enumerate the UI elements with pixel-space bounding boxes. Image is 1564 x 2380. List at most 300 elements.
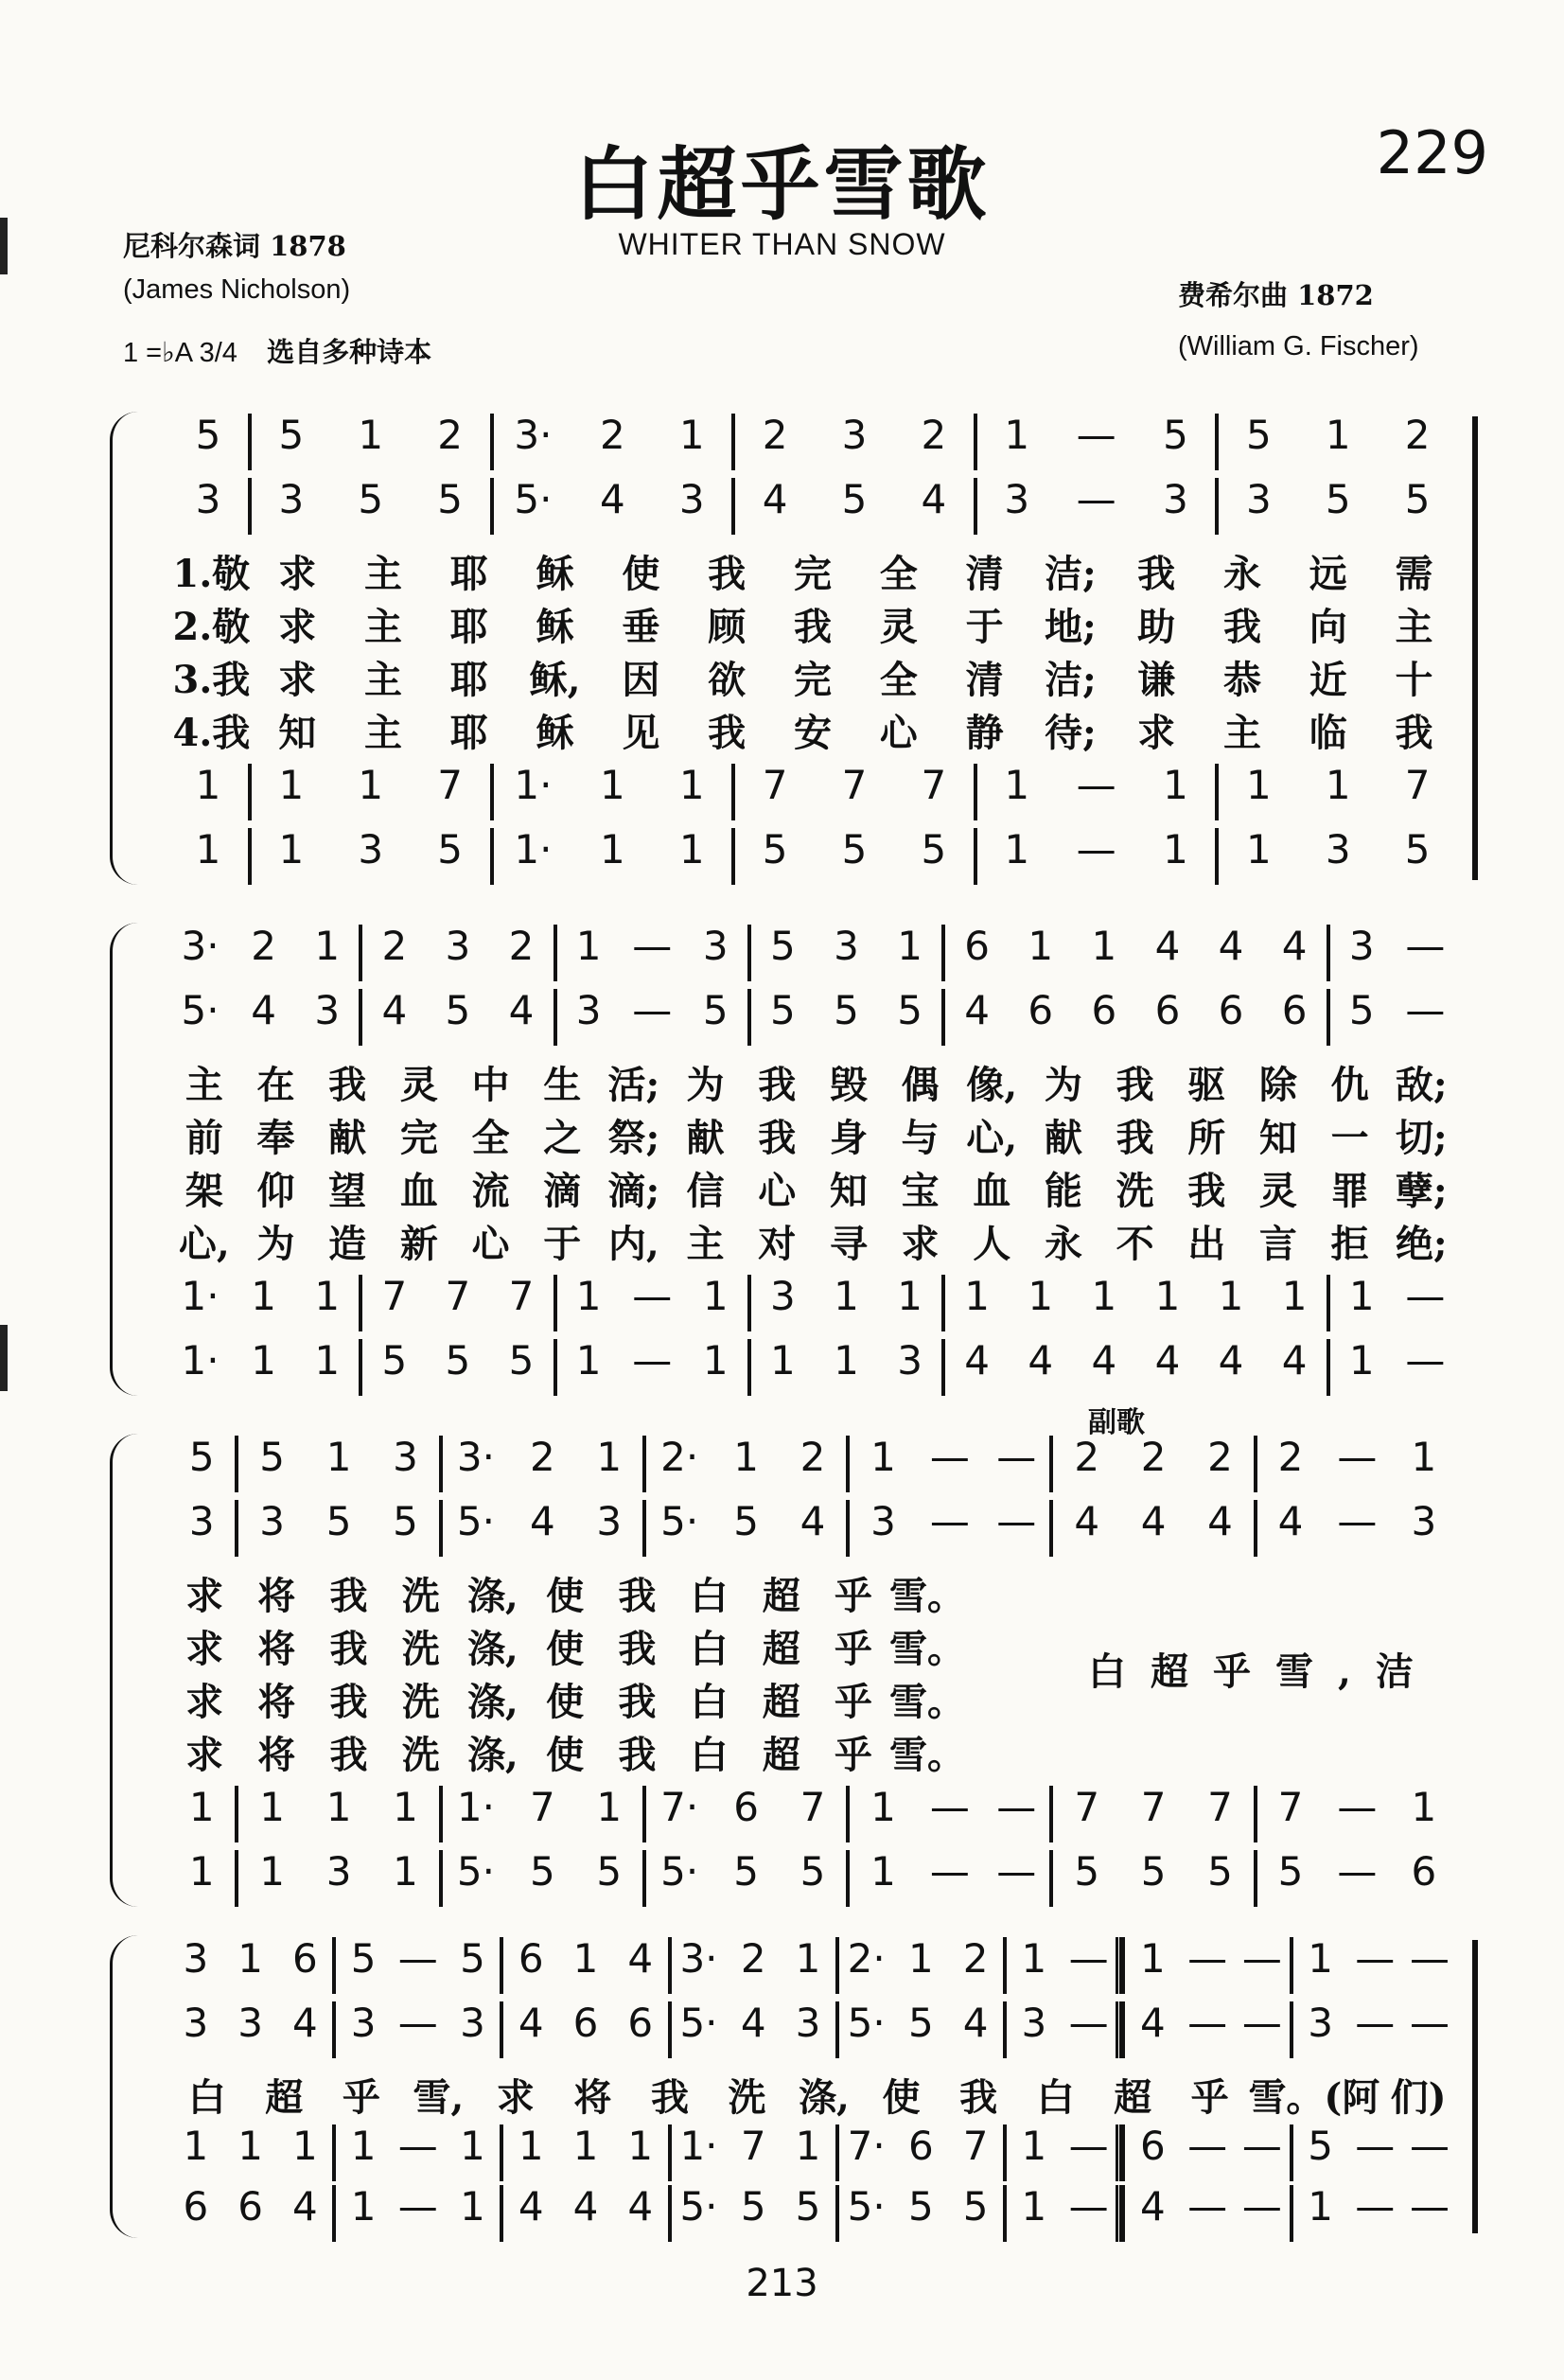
note: 4 [518, 2000, 544, 2046]
note: 3 [1325, 826, 1351, 873]
lyric-char: 我 [1222, 605, 1261, 649]
note: 3 [183, 2000, 209, 2046]
note: 5· [181, 987, 220, 1033]
note: 4 [1281, 1337, 1308, 1384]
note: 6 [291, 1935, 318, 1982]
lyric-char: 于 [543, 1222, 582, 1266]
system-brace [110, 412, 150, 885]
note: 1 [1411, 1434, 1437, 1480]
note: 5 [1207, 1848, 1233, 1895]
lyric-char: 活; [607, 1063, 660, 1107]
bass-line [168, 826, 1457, 887]
note: 1 [183, 2123, 209, 2169]
note: 1 [291, 2123, 318, 2169]
lyric-char: 我 [758, 1116, 797, 1160]
note: — [1187, 2000, 1228, 2046]
lyric-char: 使 [882, 2075, 921, 2120]
lyric-char: 稣 [536, 605, 574, 649]
note: 3 [1308, 2000, 1333, 2046]
bass-line [168, 1848, 1457, 1909]
lyric-char: 超 [762, 1627, 800, 1671]
note: 2 [251, 923, 276, 969]
lyric-char: 于 [965, 605, 1004, 649]
lyric-char: 涤, [466, 1680, 518, 1724]
note: 4 [599, 476, 625, 522]
note: — [1076, 762, 1116, 808]
note: — [1068, 2123, 1109, 2169]
note: 3 [1021, 2000, 1047, 2046]
note: 7 [445, 1273, 471, 1319]
note: — [632, 987, 673, 1033]
note: — [1076, 412, 1116, 458]
lyric-char: 心, [178, 1222, 230, 1266]
lyric-char: 主 [185, 1063, 223, 1107]
note: 5 [962, 2183, 989, 2230]
lyric-char: 与 [901, 1116, 940, 1160]
lyric-char: 因 [622, 658, 660, 702]
lyric-char: 欲 [708, 658, 747, 702]
lyric-char: 驱 [1187, 1063, 1226, 1107]
note: 5 [1308, 2123, 1333, 2169]
lyric-char: 使 [546, 1574, 585, 1618]
lyric-char: 罪 [1330, 1169, 1369, 1213]
note: 1 [964, 1273, 991, 1319]
lyric-char: 我 [328, 1063, 367, 1107]
verse-2-lyrics [168, 1108, 1457, 1161]
lyric-char: 乎 [1190, 2075, 1229, 2120]
lyric-char: 我 [618, 1733, 657, 1777]
note: 5 [259, 1434, 285, 1480]
note: 1 [1411, 1784, 1437, 1830]
lyric-char: 我 [618, 1574, 657, 1618]
note: 3 [1411, 1498, 1437, 1544]
note: 5 [460, 1935, 485, 1982]
verse-2-lyrics [168, 597, 1457, 650]
note: 1 [1028, 1273, 1054, 1319]
verse-3-lyrics [168, 1672, 965, 1725]
note: 4 [1218, 1337, 1244, 1384]
lyric-char: 求 [278, 605, 317, 649]
soprano-line [168, 412, 1457, 472]
music-system-4 [114, 1935, 1495, 2238]
note: 4 [962, 2000, 989, 2046]
note: — [1337, 1498, 1378, 1544]
note: 2 [762, 412, 788, 458]
note: 3 [795, 2000, 821, 2046]
key-signature: 1 =♭A 3/4 [123, 338, 237, 368]
note: 5 [841, 826, 868, 873]
lyric-char: 我 [959, 2075, 998, 2120]
lyric-char: 永 [1222, 552, 1261, 596]
note: 6 [572, 2000, 599, 2046]
note: 2 [800, 1434, 826, 1480]
note: 3 [183, 1935, 209, 1982]
note: 1 [596, 1784, 623, 1830]
hymn-subtitle: WHITER THAN SNOW [618, 227, 946, 261]
note: 1 [572, 1935, 599, 1982]
note: 1 [599, 762, 625, 808]
note: 2· [660, 1434, 699, 1480]
verse-2-lyrics [168, 1619, 965, 1672]
note: — [1241, 2000, 1282, 2046]
lyric-char: 超 [762, 1680, 800, 1724]
note: 1 [1028, 923, 1054, 969]
note: 7 [1404, 762, 1431, 808]
note: 1 [1218, 1273, 1244, 1319]
note: 5 [921, 826, 947, 873]
note: 3· [456, 1434, 495, 1480]
note: 1 [1004, 762, 1030, 808]
note: — [1068, 1935, 1109, 1982]
note: 4 [291, 2183, 318, 2230]
verse-4-lyrics [168, 1725, 965, 1778]
note: 1 [251, 1273, 276, 1319]
note: 1 [702, 1337, 729, 1384]
note: — [632, 923, 673, 969]
lyric-char: 涤, [466, 1627, 518, 1671]
note: 1 [1308, 2183, 1333, 2230]
lyric-char: 主 [363, 658, 402, 702]
note: 1 [1281, 1273, 1308, 1319]
lyric-char: 内, [607, 1222, 659, 1266]
lyric-char: 耶 [449, 605, 488, 649]
note: — [1410, 2183, 1450, 2230]
note: 1 [358, 412, 384, 458]
note: 6 [1028, 987, 1054, 1033]
lyric-char: 仇 [1330, 1063, 1369, 1107]
note: 7· [660, 1784, 699, 1830]
verse-4-lyrics [168, 1214, 1457, 1267]
note: 3 [575, 987, 602, 1033]
lyric-char: 敌; [1395, 1063, 1448, 1107]
note: 7 [1140, 1784, 1167, 1830]
lyric-char: 全 [879, 658, 918, 702]
tenor-line [168, 1784, 1457, 1844]
note: 1 [1245, 826, 1272, 873]
note: — [1405, 1273, 1446, 1319]
lyric-char: 寻 [829, 1222, 868, 1266]
lyric-char: 静 [965, 711, 1004, 755]
lyric-char: 2.敬 [172, 605, 251, 649]
note: 1 [1021, 2183, 1047, 2230]
lyric-char: 清 [965, 658, 1004, 702]
tenor-line [168, 2123, 1457, 2183]
note: 3 [834, 923, 859, 969]
note: 3 [1245, 476, 1272, 522]
note: 3 [195, 476, 221, 522]
lyric-char: 望 [328, 1169, 367, 1213]
note: 3 [358, 826, 384, 873]
lyric-char: 求 [496, 2075, 535, 2120]
note: 3 [897, 1337, 923, 1384]
note: 4 [529, 1498, 555, 1544]
note: 3 [237, 2000, 263, 2046]
lyric-char: 新 [399, 1222, 438, 1266]
note: 1 [1348, 1273, 1375, 1319]
note: 4 [251, 987, 276, 1033]
lyric-char: 心 [471, 1222, 510, 1266]
note: 1 [314, 1337, 341, 1384]
verse-4-lyrics [168, 703, 1457, 756]
lyric-char: 乎 [342, 2075, 380, 2120]
note: 1 [1139, 1935, 1166, 1982]
note: 3 [870, 1498, 896, 1544]
lyric-char: 近 [1309, 658, 1347, 702]
lyric-char: 像, [966, 1063, 1018, 1107]
lyric-char: 我 [618, 1627, 657, 1671]
lyric-char: 涤, [466, 1733, 518, 1777]
note: 3 [350, 2000, 377, 2046]
lyric-char: 流 [471, 1169, 510, 1213]
verse-lyrics [168, 2068, 1457, 2121]
note: 3 [770, 1273, 796, 1319]
lyric-char: 我 [650, 2075, 689, 2120]
note: 4 [1074, 1498, 1100, 1544]
lyric-char: 3.我 [172, 658, 251, 702]
lyric-char: 献 [328, 1116, 367, 1160]
lyric-char: 主 [1395, 605, 1433, 649]
note: 6 [1091, 987, 1117, 1033]
note: 1 [237, 2123, 263, 2169]
note: — [1068, 2183, 1109, 2230]
note: 1 [350, 2183, 377, 2230]
lyric-char: 祭; [607, 1116, 660, 1160]
note: 4 [921, 476, 947, 522]
note: 1 [325, 1784, 352, 1830]
note: 7 [529, 1784, 555, 1830]
lyric-char: 偶 [901, 1063, 940, 1107]
note: 1 [1325, 412, 1351, 458]
lyric-char: 使 [546, 1733, 585, 1777]
lyric-char: 我 [708, 552, 747, 596]
lyric-char: 向 [1309, 605, 1347, 649]
note: 1 [702, 1273, 729, 1319]
note: 1 [575, 1337, 602, 1384]
lyric-char: 雪, [413, 2075, 465, 2120]
lyric-char: 将 [257, 1733, 296, 1777]
note: 1 [908, 1935, 934, 1982]
system-brace [110, 1434, 150, 1907]
note: 2 [508, 923, 535, 969]
lyric-char: 主 [363, 552, 402, 596]
note: 3 [1004, 476, 1030, 522]
verse-1-lyrics [168, 1566, 965, 1619]
note: — [929, 1784, 970, 1830]
lyric-char: 不 [1116, 1222, 1154, 1266]
lyric-char: 拒 [1330, 1222, 1369, 1266]
note: 2 [437, 412, 463, 458]
note: 1 [393, 1848, 418, 1895]
note: 4 [1140, 1498, 1167, 1544]
lyric-char: 架 [185, 1169, 223, 1213]
note: 6 [1218, 987, 1244, 1033]
lyric-char: 安 [793, 711, 832, 755]
note: 1 [195, 826, 221, 873]
note: 3· [181, 923, 220, 969]
note: 1 [795, 2123, 821, 2169]
lyric-char: 洗 [401, 1733, 440, 1777]
lyric-char: 使 [546, 1680, 585, 1724]
music-system-2 [114, 923, 1495, 1396]
note: 4 [381, 987, 408, 1033]
note: 1· [181, 1337, 220, 1384]
verse-1-lyrics [168, 1055, 1457, 1108]
note: 1 [1021, 2123, 1047, 2169]
note: 5· [679, 2000, 718, 2046]
note: 5· [660, 1848, 699, 1895]
note: 3 [445, 923, 471, 969]
note: 1 [627, 2123, 654, 2169]
note: 1 [278, 762, 305, 808]
note: 4 [518, 2183, 544, 2230]
alto-line [168, 1498, 1457, 1559]
lyric-char: 白 [690, 1733, 729, 1777]
note: 5 [897, 987, 923, 1033]
note: — [1355, 2123, 1396, 2169]
note: 1 [518, 2123, 544, 2169]
note: 1 [1021, 1935, 1047, 1982]
note: 1 [259, 1784, 285, 1830]
note: 2· [847, 1935, 886, 1982]
lyric-char: 白 [1036, 2075, 1075, 2120]
note: 4 [1207, 1498, 1233, 1544]
lyric-char: 心 [879, 711, 918, 755]
note: 3 [278, 476, 305, 522]
lyric-char: 为 [1044, 1063, 1082, 1107]
note: 1 [1325, 762, 1351, 808]
note: 4 [572, 2183, 599, 2230]
system-end-bar [1472, 1940, 1478, 2233]
note: — [1355, 2183, 1396, 2230]
note: — [1187, 2123, 1228, 2169]
lyric-char: 知 [278, 711, 317, 755]
note: 4 [740, 2000, 766, 2046]
lyric-char: 耶 [449, 658, 488, 702]
note: 7 [962, 2123, 989, 2169]
note: 2 [1277, 1434, 1304, 1480]
note: 5 [740, 2183, 766, 2230]
note: 1 [1091, 1273, 1117, 1319]
lyric-char: 血 [973, 1169, 1011, 1213]
lyric-char: 奉 [256, 1116, 295, 1160]
lyric-char: 1.敬 [172, 552, 251, 596]
note: 7 [381, 1273, 408, 1319]
note: 1 [870, 1434, 896, 1480]
note: 1· [181, 1273, 220, 1319]
lyric-char: 我 [708, 711, 747, 755]
double-bar-line [1116, 2185, 1125, 2242]
note: 5· [660, 1498, 699, 1544]
lyric-char: 耶 [449, 552, 488, 596]
lyric-char: 人 [973, 1222, 1011, 1266]
lyric-char: 灵 [879, 605, 918, 649]
lyric-char: 之 [543, 1116, 582, 1160]
note: 7 [508, 1273, 535, 1319]
refrain-lyric: 白超乎雪,洁 [1088, 1649, 1438, 1694]
double-bar-line [1116, 2124, 1125, 2181]
note: 5· [514, 476, 553, 522]
lyric-char: 言 [1258, 1222, 1297, 1266]
note: 6 [627, 2000, 654, 2046]
note: 6 [1411, 1848, 1437, 1895]
bass-line [168, 1337, 1457, 1398]
note: — [996, 1434, 1037, 1480]
note: 4 [1154, 923, 1181, 969]
double-bar-line [1116, 1937, 1125, 1994]
lyric-char: 永 [1044, 1222, 1082, 1266]
lyric-char: 能 [1044, 1169, 1082, 1213]
hymn-title: 白超乎雪歌 [573, 137, 991, 231]
note: 4 [1218, 923, 1244, 969]
note: 1 [259, 1848, 285, 1895]
note: 5 [188, 1434, 215, 1480]
note: 1 [314, 923, 341, 969]
note: 3 [678, 476, 705, 522]
note: 7· [847, 2123, 886, 2169]
lyric-char: 求 [185, 1627, 224, 1671]
lyric-char: 我 [329, 1733, 368, 1777]
note: 4 [964, 987, 991, 1033]
note: — [1076, 476, 1116, 522]
lyric-char: 知 [1258, 1116, 1297, 1160]
note: 4 [291, 2000, 318, 2046]
lyric-char: 稣 [536, 711, 574, 755]
note: 4 [508, 987, 535, 1033]
refrain-label: 副歌 [1088, 1406, 1145, 1439]
note: 1 [460, 2183, 485, 2230]
lyric-char: 切; [1395, 1116, 1448, 1160]
soprano-line [168, 1935, 1457, 1996]
lyric-char: 为 [256, 1222, 295, 1266]
note: 1 [237, 1935, 263, 1982]
note: 6 [183, 2183, 209, 2230]
note: 7 [1207, 1784, 1233, 1830]
alto-line [168, 476, 1457, 537]
note: — [1355, 2000, 1396, 2046]
lyric-char: 我 [329, 1627, 368, 1671]
note: — [1076, 826, 1116, 873]
lyric-char: 求 [278, 658, 317, 702]
note: 1 [1004, 826, 1030, 873]
lyric-char: 4.我 [172, 711, 251, 755]
lyric-char: 完 [399, 1116, 438, 1160]
note: — [1187, 2183, 1228, 2230]
note: — [397, 2000, 438, 2046]
note: 5 [770, 923, 796, 969]
lyric-char: 垂 [622, 605, 660, 649]
hymn-number: 229 [1376, 118, 1488, 187]
note: — [1337, 1784, 1378, 1830]
lyric-char: 完 [793, 552, 832, 596]
note: — [996, 1848, 1037, 1895]
note: 4 [1028, 1337, 1054, 1384]
note: 5 [529, 1848, 555, 1895]
lyric-char: 将 [257, 1627, 296, 1671]
note: 3 [1348, 923, 1375, 969]
lyric-char: 献 [686, 1116, 725, 1160]
note: — [397, 1935, 438, 1982]
lyric-char: 助 [1137, 605, 1176, 649]
note: 5· [456, 1848, 495, 1895]
note: 5 [393, 1498, 418, 1544]
note: 1 [897, 1273, 923, 1319]
tenor-line [168, 762, 1457, 822]
note: 1 [897, 923, 923, 969]
note: — [1241, 2123, 1282, 2169]
verse-1-lyrics [168, 544, 1457, 597]
lyric-char: 滴 [543, 1169, 582, 1213]
note: 2 [1140, 1434, 1167, 1480]
